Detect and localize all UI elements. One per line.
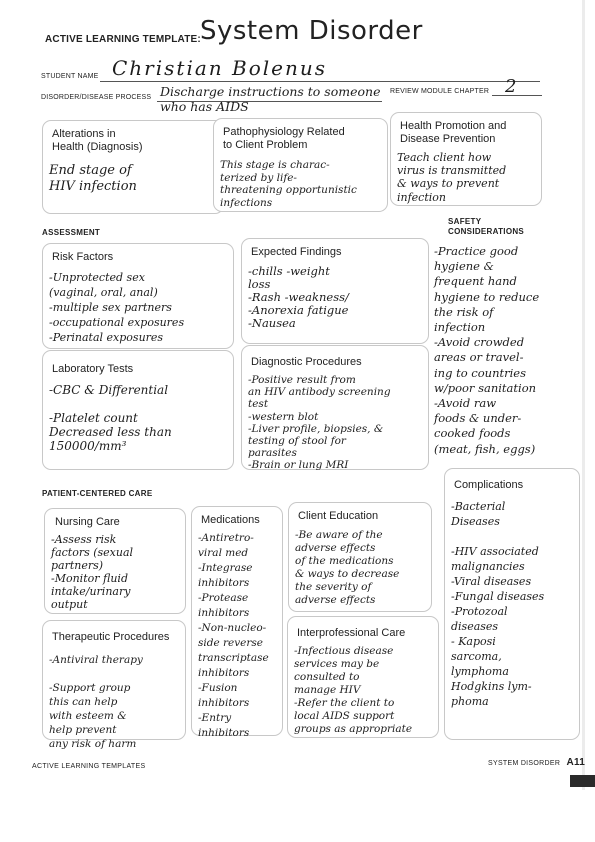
disorder-label: DISORDER/DISEASE PROCESS: [41, 94, 152, 101]
health-promotion-body: Teach client how virus is transmitted & ways to prevent infection: [397, 151, 507, 204]
pathophysiology-title: Pathophysiology Related to Client Problem: [223, 126, 345, 151]
therapeutic-procedures-title: Therapeutic Procedures: [52, 631, 170, 643]
nursing-care-box: [44, 508, 186, 614]
client-education-box: [288, 502, 432, 612]
client-education-body: -Be aware of the adverse effects of the medications & ways to decrease the severity of adverse effects: [295, 529, 400, 606]
risk-factors-body: -Unprotected sex (vaginal, oral, anal) -multiple sex partners -occupational exposures -Perinatal exposures: [49, 271, 185, 344]
review-module-label: REVIEW MODULE CHAPTER: [390, 88, 490, 95]
risk-factors-title: Risk Factors: [52, 251, 114, 263]
therapeutic-procedures-body: -Antiviral therapy -Support group this can help with esteem & help prevent any risk of harm: [49, 654, 143, 750]
diagnostic-procedures-body: -Positive result from an HIV antibody screening test -western blot -Liver profile, biopsies, & testing of stool for parasites -Brain or lung MRI: [248, 374, 391, 472]
complications-title: Complications: [454, 479, 524, 491]
diagnostic-procedures-box: [241, 345, 429, 470]
complications-box: [444, 468, 580, 740]
footer-left: ACTIVE LEARNING TEMPLATES: [32, 763, 146, 770]
risk-factors-box: [42, 243, 234, 349]
nursing-care-body: -Assess risk factors (sexual partners) -Monitor fluid intake/urinary output: [51, 533, 134, 611]
expected-findings-title: Expected Findings: [251, 246, 342, 258]
medications-body: -Antiretro- viral med -Integrase inhibitors -Protease inhibitors -Non-nucleo- side reverse transcriptase inhibitors -Fusion inhibitors -Entry inhibitors: [198, 532, 269, 739]
footer-right-label: SYSTEM DISORDER: [488, 760, 561, 767]
medications-box: [191, 506, 283, 739]
interprofessional-care-body: -Infectious disease services may be consulted to manage HIV -Refer the client to local AIDS support groups as appropriate: [294, 645, 413, 735]
safety-text: -Practice good hygiene & frequent hand hygiene to reduce the risk of infection -Avoid crowded areas or travel- ing to countries w/poor sanitation -Avoid raw foods & under- cooked foods (meat, fish, eggs): [434, 244, 540, 456]
interprofessional-care-box: [287, 616, 439, 738]
student-name-label: STUDENT NAME: [41, 73, 99, 80]
health-promotion-box: [390, 112, 542, 206]
nursing-care-title: Nursing Care: [55, 516, 120, 528]
laboratory-tests-body: -CBC & Differential -Platelet count Decreased less than 150000/mm³: [49, 383, 172, 453]
interprofessional-care-title: Interprofessional Care: [297, 627, 406, 639]
laboratory-tests-box: [42, 350, 234, 470]
expected-findings-box: [241, 238, 429, 344]
assessment-heading: ASSESSMENT: [42, 228, 101, 237]
patient-centered-heading: PATIENT-CENTERED CARE: [42, 489, 153, 498]
medications-title: Medications: [201, 514, 260, 526]
disorder-value: Discharge instructions to someone who has AIDS: [160, 84, 381, 114]
alterations-box: [42, 120, 224, 214]
complications-body: -Bacterial Diseases -HIV associated malignancies -Viral diseases -Fungal diseases -Protozoal diseases - Kaposi sarcoma, lymphoma Hodgkins lym- phoma: [451, 500, 545, 708]
page-edge: [582, 0, 585, 790]
footer-right: [488, 757, 585, 768]
pathophysiology-box: [213, 118, 388, 212]
safety-heading: SAFETY CONSIDERATIONS: [448, 217, 525, 236]
template-label: ACTIVE LEARNING TEMPLATE:: [45, 34, 201, 45]
diagnostic-procedures-title: Diagnostic Procedures: [251, 356, 362, 368]
scan-artifact: [570, 775, 595, 787]
review-module-line: [492, 95, 542, 96]
expected-findings-body: -chills -weight loss -Rash -weakness/ -Anorexia fatigue -Nausea: [248, 264, 349, 330]
health-promotion-title: Health Promotion and Disease Prevention: [400, 120, 507, 145]
alterations-title: Alterations in Health (Diagnosis): [52, 128, 143, 153]
student-name-value: Christian Bolenus: [112, 56, 327, 80]
student-name-line: [100, 81, 540, 82]
page-title: System Disorder: [200, 16, 423, 46]
alterations-body: End stage of HIV infection: [49, 163, 137, 194]
review-module-value: 2: [505, 76, 517, 97]
footer-page-number: A11: [566, 757, 586, 768]
therapeutic-procedures-box: [42, 620, 186, 750]
pathophysiology-body: This stage is charac- terized by life- threatening opportunistic infections: [220, 159, 357, 209]
laboratory-tests-title: Laboratory Tests: [52, 363, 134, 375]
client-education-title: Client Education: [298, 510, 379, 522]
